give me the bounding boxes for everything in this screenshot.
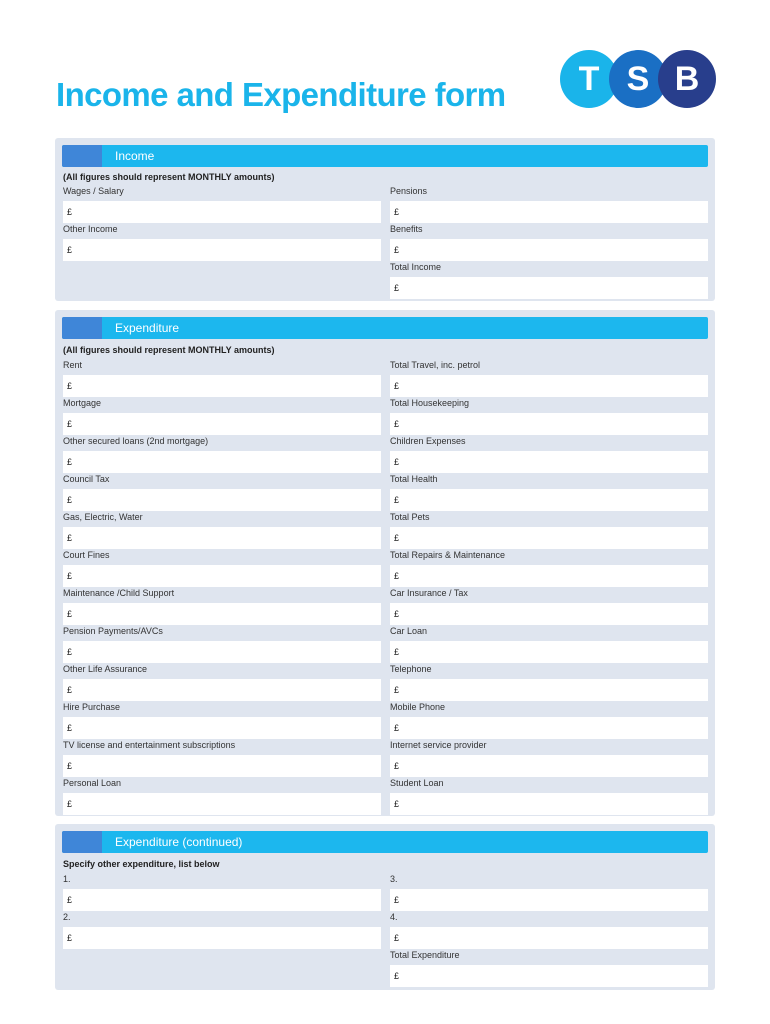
field-label: Car Loan xyxy=(390,626,428,636)
field-label: Other Income xyxy=(63,224,118,234)
field-label: 3. xyxy=(390,874,398,884)
amount-input[interactable]: £ xyxy=(63,793,381,815)
field-other-life-assurance xyxy=(63,663,381,701)
field-total-expenditure xyxy=(390,949,708,987)
amount-input[interactable]: £ xyxy=(390,755,708,777)
field-label: Total Health xyxy=(390,474,438,484)
field-label: Gas, Electric, Water xyxy=(63,512,143,522)
amount-input[interactable]: £ xyxy=(390,641,708,663)
field-pension-payments xyxy=(63,625,381,663)
expenditure-section xyxy=(55,310,715,816)
amount-input[interactable]: £ xyxy=(390,889,708,911)
amount-input[interactable]: £ xyxy=(390,201,708,223)
logo-letter-s: S xyxy=(609,50,667,108)
field-label: Mobile Phone xyxy=(390,702,446,712)
amount-input[interactable]: £ xyxy=(63,927,381,949)
amount-input[interactable]: £ xyxy=(390,603,708,625)
section-title: Expenditure (continued) xyxy=(115,835,243,849)
field-label: Personal Loan xyxy=(63,778,122,788)
field-label: 1. xyxy=(63,874,71,884)
tsb-logo xyxy=(560,50,716,108)
amount-input[interactable]: £ xyxy=(63,451,381,473)
field-children-expenses xyxy=(390,435,708,473)
section-header xyxy=(62,831,708,853)
field-council-tax xyxy=(63,473,381,511)
amount-input[interactable]: £ xyxy=(390,527,708,549)
amount-input[interactable]: £ xyxy=(390,489,708,511)
page-title: Income and Expenditure form xyxy=(56,76,506,113)
amount-input[interactable]: £ xyxy=(390,239,708,261)
field-total-income xyxy=(390,261,708,299)
field-rent xyxy=(63,359,381,397)
field-tv-license xyxy=(63,739,381,777)
field-total-housekeeping xyxy=(390,397,708,435)
field-label: Pension Payments/AVCs xyxy=(63,626,163,636)
field-wages-salary xyxy=(63,185,381,223)
field-other-1 xyxy=(63,873,381,911)
expenditure-continued-section xyxy=(55,824,715,990)
section-header xyxy=(62,317,708,339)
other-expenditure-note: Specify other expenditure, list below xyxy=(63,859,220,869)
field-label: Other secured loans (2nd mortgage) xyxy=(63,436,209,446)
amount-input[interactable]: £ xyxy=(63,565,381,587)
field-student-loan xyxy=(390,777,708,815)
field-label: Student Loan xyxy=(390,778,444,788)
amount-input[interactable]: £ xyxy=(390,565,708,587)
field-total-pets xyxy=(390,511,708,549)
amount-input[interactable]: £ xyxy=(63,603,381,625)
amount-input[interactable]: £ xyxy=(390,679,708,701)
section-header-tab xyxy=(62,145,102,167)
amount-input[interactable]: £ xyxy=(390,375,708,397)
section-header-tab xyxy=(62,317,102,339)
monthly-note: (All figures should represent MONTHLY amounts) xyxy=(63,345,275,355)
amount-input[interactable]: £ xyxy=(390,413,708,435)
field-label: Court Fines xyxy=(63,550,110,560)
monthly-note: (All figures should represent MONTHLY amounts) xyxy=(63,172,275,182)
section-title: Income xyxy=(115,149,155,163)
field-benefits xyxy=(390,223,708,261)
amount-input[interactable]: £ xyxy=(63,489,381,511)
income-section xyxy=(55,138,715,301)
field-label: Council Tax xyxy=(63,474,110,484)
amount-input[interactable]: £ xyxy=(390,927,708,949)
field-label: Total Pets xyxy=(390,512,430,522)
field-internet-service-provider xyxy=(390,739,708,777)
field-label: Total Repairs & Maintenance xyxy=(390,550,506,560)
field-other-secured-loans xyxy=(63,435,381,473)
amount-input[interactable]: £ xyxy=(63,375,381,397)
amount-input[interactable]: £ xyxy=(390,717,708,739)
field-label: 2. xyxy=(63,912,71,922)
field-total-travel xyxy=(390,359,708,397)
field-label: 4. xyxy=(390,912,398,922)
field-other-income xyxy=(63,223,381,261)
field-label: TV license and entertainment subscriptions xyxy=(63,740,236,750)
field-label: Total Housekeeping xyxy=(390,398,470,408)
field-mortgage xyxy=(63,397,381,435)
field-label: Telephone xyxy=(390,664,432,674)
field-label: Rent xyxy=(63,360,83,370)
logo-letter-t: T xyxy=(560,50,618,108)
field-label: Total Travel, inc. petrol xyxy=(390,360,481,370)
field-car-insurance-tax xyxy=(390,587,708,625)
amount-input[interactable]: £ xyxy=(63,889,381,911)
amount-input[interactable]: £ xyxy=(63,201,381,223)
field-label: Hire Purchase xyxy=(63,702,121,712)
field-label: Mortgage xyxy=(63,398,102,408)
field-label: Total Expenditure xyxy=(390,950,460,960)
section-header xyxy=(62,145,708,167)
amount-input[interactable]: £ xyxy=(63,679,381,701)
amount-input[interactable]: £ xyxy=(390,965,708,987)
field-other-2 xyxy=(63,911,381,949)
field-pensions xyxy=(390,185,708,223)
amount-input[interactable]: £ xyxy=(63,641,381,663)
logo-letter-b: B xyxy=(658,50,716,108)
field-personal-loan xyxy=(63,777,381,815)
field-other-3 xyxy=(390,873,708,911)
field-label: Maintenance /Child Support xyxy=(63,588,175,598)
field-total-repairs xyxy=(390,549,708,587)
amount-input[interactable]: £ xyxy=(390,277,708,299)
field-label: Other Life Assurance xyxy=(63,664,148,674)
field-maintenance-child-support xyxy=(63,587,381,625)
amount-input[interactable]: £ xyxy=(390,451,708,473)
field-total-health xyxy=(390,473,708,511)
field-court-fines xyxy=(63,549,381,587)
amount-input[interactable]: £ xyxy=(63,413,381,435)
field-label: Benefits xyxy=(390,224,423,234)
field-label: Wages / Salary xyxy=(63,186,124,196)
section-header-tab xyxy=(62,831,102,853)
field-other-4 xyxy=(390,911,708,949)
field-car-loan xyxy=(390,625,708,663)
field-label: Children Expenses xyxy=(390,436,466,446)
field-label: Internet service provider xyxy=(390,740,487,750)
field-label: Car Insurance / Tax xyxy=(390,588,468,598)
field-label: Total Income xyxy=(390,262,442,272)
amount-input[interactable]: £ xyxy=(63,717,381,739)
field-telephone xyxy=(390,663,708,701)
field-label: Pensions xyxy=(390,186,428,196)
amount-input[interactable]: £ xyxy=(390,793,708,815)
field-gas-electric-water xyxy=(63,511,381,549)
section-title: Expenditure xyxy=(115,321,180,335)
field-hire-purchase xyxy=(63,701,381,739)
field-mobile-phone xyxy=(390,701,708,739)
amount-input[interactable]: £ xyxy=(63,239,381,261)
amount-input[interactable]: £ xyxy=(63,755,381,777)
amount-input[interactable]: £ xyxy=(63,527,381,549)
